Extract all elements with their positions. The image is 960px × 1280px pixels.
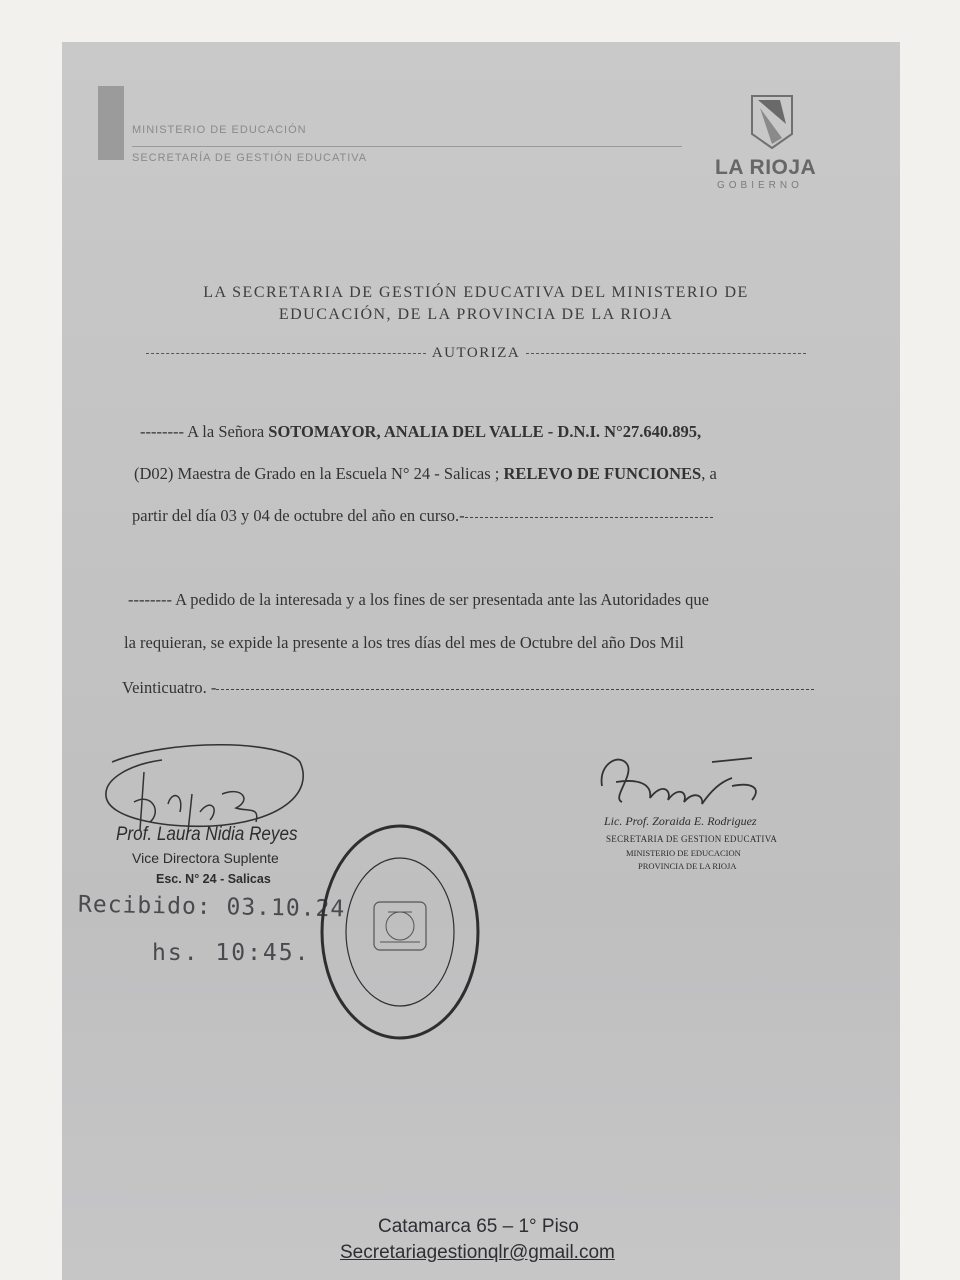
signatory-right-title-2: MINISTERIO DE EDUCACION — [626, 848, 741, 858]
dash-fill-right — [526, 353, 806, 354]
p1-relevo: RELEVO DE FUNCIONES — [503, 464, 702, 483]
signatory-right-name: Lic. Prof. Zoraida E. Rodriguez — [604, 814, 757, 828]
p1-a: , a — [701, 464, 717, 483]
letterhead-rule — [132, 146, 682, 147]
logo-name: LA RIOJA — [715, 156, 817, 179]
logo-subtitle: GOBIERNO — [717, 180, 803, 191]
footer-address: Catamarca 65 – 1° Piso — [378, 1216, 579, 1237]
document-title — [156, 282, 796, 326]
signatory-left-name: Prof. Laura Nidia Reyes — [116, 824, 298, 845]
p1-lead: -------- A la Señora — [140, 422, 269, 441]
la-rioja-logo — [712, 94, 842, 194]
paragraph-2-line-3 — [122, 678, 814, 698]
paragraph-1-line-3 — [132, 506, 713, 526]
letterhead-secretariat: SECRETARÍA DE GESTIÓN EDUCATIVA — [132, 152, 368, 164]
la-rioja-emblem-icon — [750, 94, 794, 150]
dash-fill — [216, 689, 814, 690]
dash-fill-left — [146, 353, 426, 354]
document-page — [62, 42, 900, 1280]
footer-email: Secretariagestionqlr@gmail.com — [340, 1242, 615, 1263]
p2-line-2: la requieran, se expide la presente a los tres días del mes de Octubre del año Dos Mil — [124, 633, 684, 652]
p2-line-3: Veinticuatro. - — [122, 678, 217, 697]
signatory-left-school: Esc. N° 24 - Salicas — [156, 872, 271, 886]
handwritten-received-date: Recibido: 03.10.24 — [77, 891, 346, 923]
signatory-right-title-3: PROVINCIA DE LA RIOJA — [638, 861, 737, 871]
paragraph-2-line-2 — [124, 633, 684, 653]
signatory-right-title-1: SECRETARIA DE GESTION EDUCATIVA — [606, 834, 778, 844]
signatory-left-role: Vice Directora Suplente — [132, 850, 279, 866]
official-seal-stamp — [318, 822, 482, 1042]
signature-block-right — [592, 742, 872, 922]
title-line-1: LA SECRETARIA DE GESTIÓN EDUCATIVA DEL MINISTERIO DE — [203, 284, 749, 301]
paragraph-2-line-1 — [128, 590, 709, 610]
p1-dates: partir del día 03 y 04 de octubre del año en curso.- — [132, 506, 465, 525]
autoriza-heading — [146, 345, 806, 362]
handwritten-received-time: hs. 10:45. — [152, 940, 311, 966]
p2-line-1: -------- A pedido de la interesada y a los fines de ser presentada ante las Autoridades que — [128, 590, 709, 609]
handwritten-signature-right — [592, 742, 792, 822]
paragraph-1-line-1 — [140, 422, 701, 442]
letterhead-bar — [98, 86, 124, 160]
letterhead-ministry: MINISTERIO DE EDUCACIÓN — [132, 124, 307, 136]
title-line-2: EDUCACIÓN, DE LA PROVINCIA DE LA RIOJA — [278, 306, 674, 323]
paragraph-1-line-2 — [134, 464, 717, 484]
autoriza-label: AUTORIZA — [431, 345, 521, 361]
dash-fill — [465, 517, 713, 518]
p1-person: SOTOMAYOR, ANALIA DEL VALLE - D.N.I. N°27.640.895, — [268, 422, 702, 441]
p1-role: (D02) Maestra de Grado en la Escuela N° 24 - Salicas ; — [134, 464, 504, 483]
